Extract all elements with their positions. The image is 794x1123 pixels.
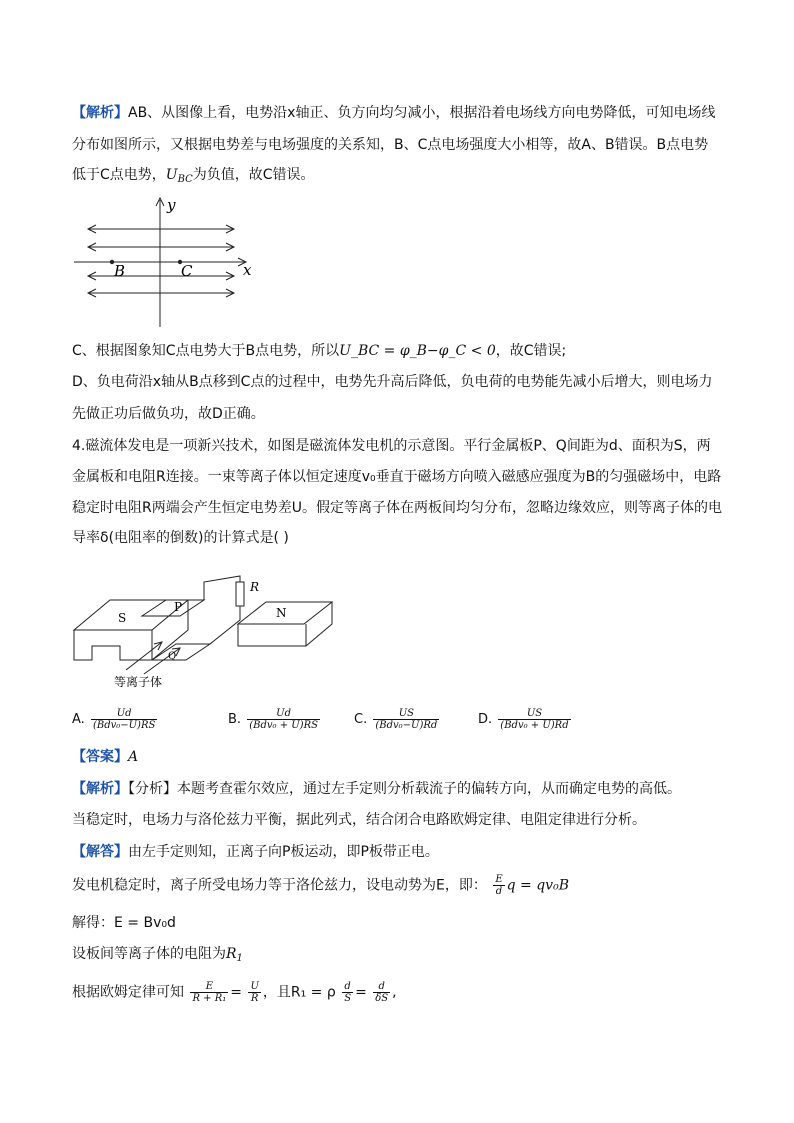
point-b-label: B bbox=[114, 262, 126, 280]
analysis1-line1: 【解析】AB、从图像上看，电势沿x轴正、负方向均匀减小，根据沿着电场线方向电势降低，可知电场线 bbox=[72, 105, 716, 121]
n-magnet-front bbox=[238, 624, 306, 646]
analysis1-line-c: C、根据图象知C点电势大于B点电势，所以U_BC = φ_B−φ_C < 0，故C错误; bbox=[72, 343, 567, 359]
label-q: Q bbox=[168, 651, 177, 662]
analysis1-line-d1: D、负电荷沿x轴从B点移到C点的过程中，电势先升高后降低，负电荷的电势能先减小后增大，则电场力 bbox=[72, 374, 713, 390]
question4-line2: 金属板和电阻R连接。一束等离子体以恒定速度v₀垂直于磁场方向喷入磁感应强度为B的匀强磁场中，电路 bbox=[72, 469, 722, 485]
analysis2-line2: 当稳定时，电场力与洛伦兹力平衡，据此列式，结合闭合电路欧姆定律、电阻定律进行分析。 bbox=[72, 812, 646, 828]
question4-line3: 稳定时电阻R两端会产生恒定电势差U。假定等离子体在两板间均匀分布，忽略边缘效应，则等离子体的电 bbox=[72, 500, 722, 516]
wire-bottom bbox=[210, 606, 240, 644]
label-n: N bbox=[276, 606, 287, 620]
analysis2-line3: 【解答】由左手定则知，正离子向P板运动，即P板带正电。 bbox=[72, 844, 439, 860]
s-magnet-top bbox=[74, 600, 188, 630]
field-line-group bbox=[88, 225, 234, 297]
s-magnet-front bbox=[74, 630, 152, 660]
label-r: R bbox=[250, 580, 260, 594]
resistor bbox=[236, 582, 244, 606]
analysis1-line2: 分布如图所示，又根据电势差与电场强度的关系知，B、C点电场强度大小相等，故A、B错误。B点电势 bbox=[72, 137, 709, 153]
analysis2-line1: 【解析】【分析】本题考查霍尔效应，通过左手定则分析载流子的偏转方向，从而确定电势的高低。 bbox=[72, 781, 681, 797]
plasma-caption: 等离子体 bbox=[114, 675, 163, 689]
analysis2-line6: 设板间等离子体的电阻为$R_1$ bbox=[72, 946, 243, 964]
analysis2-line5: 解得：E = Bv₀d bbox=[72, 915, 176, 931]
option-b[interactable]: B. $\frac{Ud}{\text{(Bdv₀ + U)RS}}$ bbox=[228, 708, 318, 731]
analysis2-line7: 根据欧姆定律可知 $\frac{E}{\text{R + R₁}}$ = $\frac{U}{R}$ ，且R₁ = ρ $\frac{d}{S}$ = $\frac{d}{\delta S}$ , bbox=[72, 981, 397, 1004]
analysis2-line4: 发电机稳定时，离子所受电场力等于洛伦兹力，设电动势为E，即： $\frac{E}{d}$ q = qv₀B bbox=[72, 874, 569, 897]
mhd-generator-figure bbox=[70, 568, 350, 692]
analysis1-line-d2: 先做正功后做负功，故D正确。 bbox=[72, 406, 265, 422]
y-axis-label: y bbox=[167, 196, 176, 214]
x-axis-label: x bbox=[243, 261, 252, 279]
option-a[interactable]: A. $\frac{Ud}{\text{(Bdv₀−U)RS}}$ bbox=[72, 708, 156, 731]
answer-line bbox=[72, 747, 138, 767]
q-plate bbox=[152, 644, 210, 660]
n-magnet-side bbox=[306, 602, 332, 646]
point-c-label: C bbox=[181, 262, 193, 280]
answer-value: A bbox=[128, 749, 139, 765]
p-plate bbox=[142, 600, 204, 616]
wire-top bbox=[204, 576, 240, 600]
label-s: S bbox=[118, 611, 127, 625]
analysis-tag: 【解析】 bbox=[72, 105, 128, 121]
field-lines-figure bbox=[70, 192, 260, 332]
question4-line4: 导率δ(电阻率的倒数)的计算式是( ) bbox=[72, 530, 289, 546]
question4-line1: 4.磁流体发电是一项新兴技术，如图是磁流体发电机的示意图。平行金属板P、Q间距为d、面积为S，两 bbox=[72, 438, 711, 454]
label-p: P bbox=[174, 600, 183, 614]
option-d[interactable]: D. $\frac{US}{\text{(Bdv₀ + U)Rd}}$ bbox=[478, 708, 569, 731]
analysis1-line3: 低于C点电势，$U_{BC}$为负值，故C错误。 bbox=[72, 167, 315, 185]
answer-tag: 【答案】 bbox=[72, 749, 128, 765]
option-c[interactable]: C. $\frac{US}{\text{(Bdv₀−U)Rd}}$ bbox=[354, 708, 438, 731]
